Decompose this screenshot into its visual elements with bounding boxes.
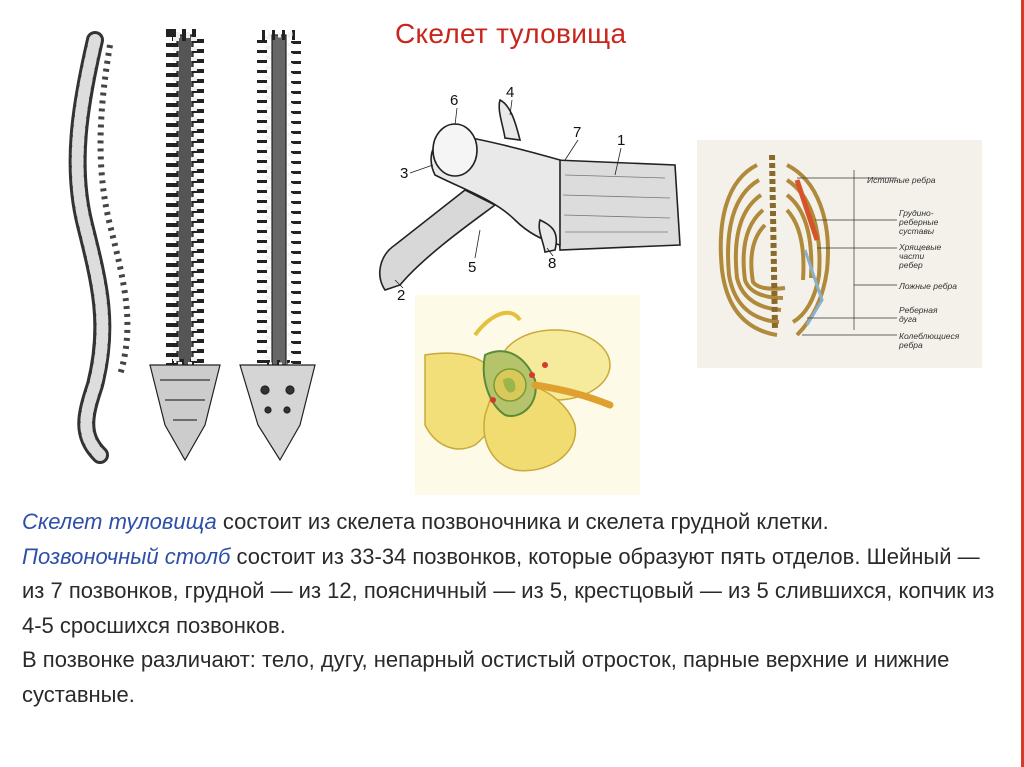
term-spinal-column: Позвоночный столб [22,543,231,569]
body-text [22,505,997,712]
label-sternocostal-3: суставы [899,226,935,236]
label-3: 3 [400,165,409,182]
spine-illustrations [40,25,340,465]
label-sternocostal-2: реберные [899,217,939,227]
spine-lateral [78,40,128,455]
paragraph-3: В позвонке различают: тело, дугу, непарный остистый отросток, парные верхние и нижние суставные. [22,647,950,707]
vertebra-lateral-figure [365,80,685,305]
spine-anterior [150,35,220,460]
label-cartilage-3: ребер [899,260,923,270]
vertebra-top-figure [415,295,640,495]
label-1: 1 [617,132,626,149]
spine-posterior [240,35,315,460]
label-cartilage-1: Хрящевые [899,242,942,252]
label-6: 6 [450,92,459,109]
paragraph-2 [22,540,997,644]
label-costal-arch-1: Реберная [899,305,938,315]
label-costal-arch-2: дуга [899,314,917,324]
paragraph-1 [22,505,997,540]
label-8: 8 [548,255,557,272]
label-4: 4 [506,84,515,101]
label-2: 2 [397,287,406,304]
label-7: 7 [573,124,582,141]
label-floating-2: ребра [899,340,923,350]
label-sternocostal-1: Грудино- [899,208,934,218]
paragraph-2-text: состоит из 33-34 позвонков, которые образуют пять отделов. Шейный — из 7 позвонков, грудной — из 12, поясничный — из 5, крестцовый — из 5 слившихся, копчик из 4-5 сросшихся позвонков. [22,543,995,638]
label-true-ribs: Истинные ребра [867,175,936,185]
ribcage-figure [697,140,982,368]
slide-title: Скелет туловища [395,18,627,49]
label-floating-1: Колеблющиеся [899,331,960,341]
label-5: 5 [468,259,477,276]
term-trunk-skeleton: Скелет туловища [22,509,217,534]
label-cartilage-2: части [899,251,925,261]
label-false-ribs: Ложные ребра [899,281,957,291]
paragraph-1-text: состоит из скелета позвоночника и скелета грудной клетки. [216,509,829,534]
